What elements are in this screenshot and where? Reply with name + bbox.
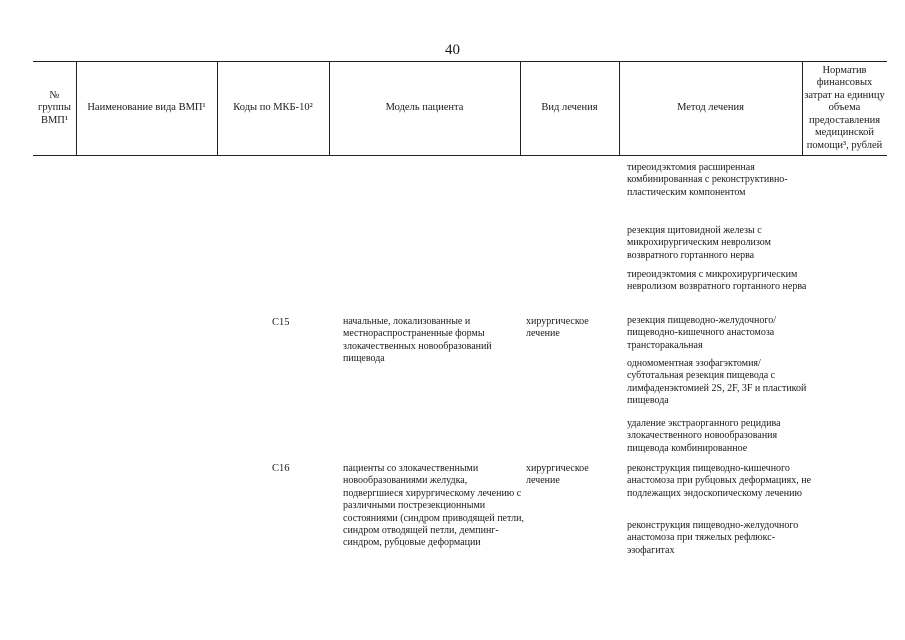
page-number: 40	[445, 42, 460, 58]
header-group	[33, 61, 76, 156]
table-row-method: резекция пищеводно-желудочного/пищеводно-кишечного анастомоза трансторакальная	[627, 315, 777, 351]
table-row-treatment: хирургическое лечение	[526, 463, 589, 487]
header-name-text: Наименование вида ВМП¹	[87, 102, 206, 114]
header-group-text: № группы ВМП¹	[38, 89, 71, 126]
header-name	[76, 61, 217, 156]
table-row-method: удаление экстраорганного рецидива злокачественного новообразования пищевода комбинированное	[627, 418, 781, 454]
table-row-method: реконструкция пищеводно-желудочного анастомоза при тяжелых рефлюкс-эзофагитах	[627, 520, 799, 556]
table-row-code: С16	[272, 463, 290, 474]
header-method	[619, 61, 802, 156]
table-header	[33, 61, 887, 156]
table-row-method: резекция щитовидной железы с микрохирургическим невролизом возвратного гортанного нерва	[627, 225, 771, 261]
table-row-treatment: хирургическое лечение	[526, 316, 589, 340]
header-treatment	[520, 61, 619, 156]
table-row-code: С15	[272, 317, 290, 328]
table-row-model: пациенты со злокачественными новообразованиями желудка, подвергшиеся хирургическому лечению с различными пострезекционными состояниями (синдром приводящей петли, синдром отводящей петли, демпинг-синдром, рубцовые деформации	[343, 463, 524, 549]
header-model	[329, 61, 520, 156]
table-row-method: тиреоидэктомия с микрохирургическим невролизом возвратного гортанного нерва	[627, 269, 807, 293]
table-row-method: тиреоидэктомия расширенная комбинированная с реконструктивно-пластическим компонентом	[627, 162, 788, 198]
table-row-method: одномоментная эзофагэктомия/ субтотальная резекция пищевода с лимфаденэктомией 2S, 2F, 3F и пластикой пищевода	[627, 358, 807, 407]
header-codes-text: Коды по МКБ-10²	[233, 102, 313, 114]
header-treatment-text: Вид лечения	[541, 102, 598, 114]
header-cost-text: Норматив финансовых затрат на единицу объема предоставления медицинской помощи³, рублей	[804, 64, 885, 151]
table-row-model: начальные, локализованные и местнораспространенные формы злокачественных новообразований пищевода	[343, 316, 492, 365]
header-codes	[217, 61, 329, 156]
header-model-text: Модель пациента	[385, 102, 464, 114]
header-cost	[802, 61, 887, 156]
table-row-method: реконструкция пищеводно-кишечного анастомоза при рубцовых деформациях, не подлежащих эндоскопическому лечению	[627, 463, 812, 499]
header-method-text: Метод лечения	[677, 102, 744, 114]
